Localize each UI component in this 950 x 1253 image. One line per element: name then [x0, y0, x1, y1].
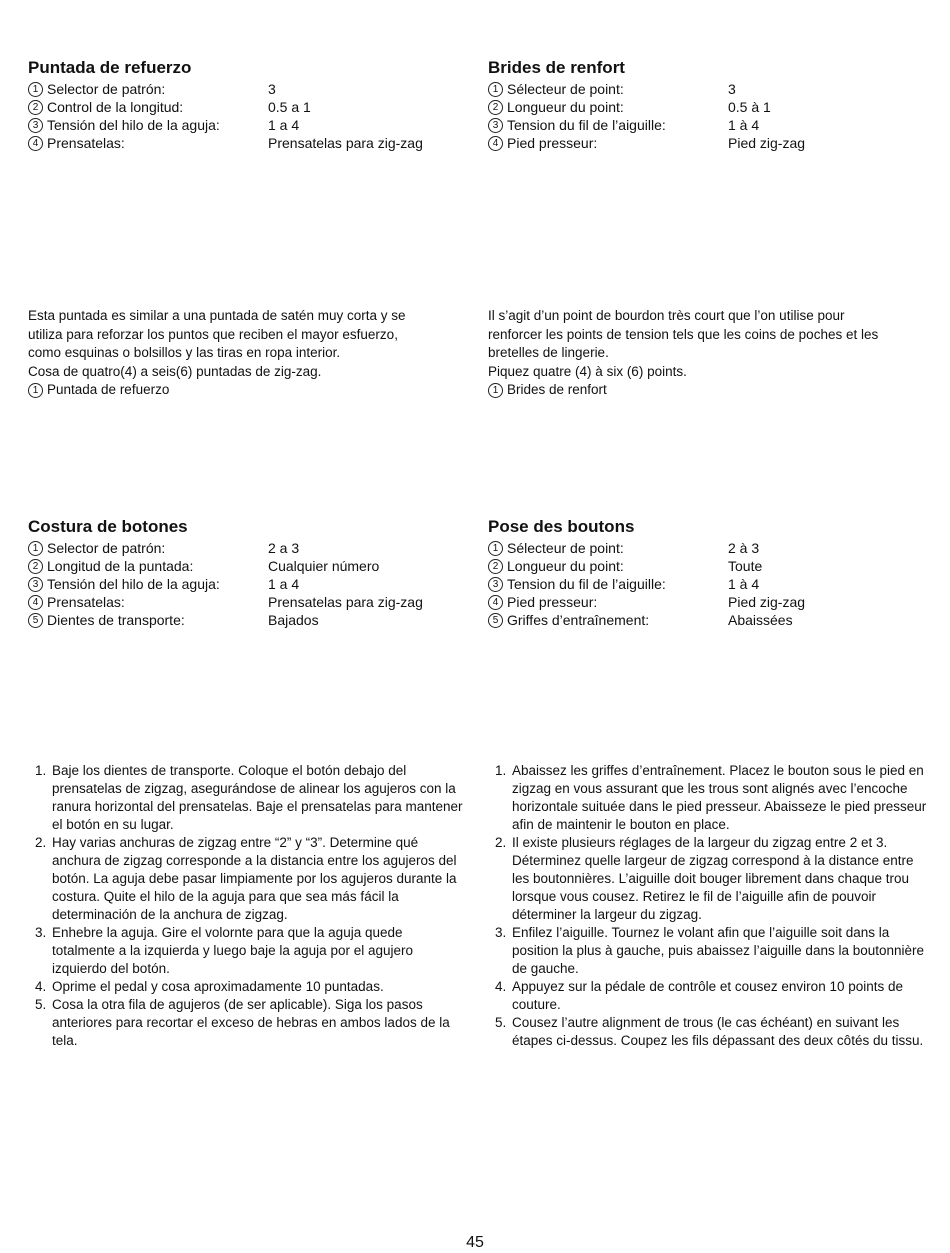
- spec-value: Toute: [728, 558, 763, 574]
- description-line: bretelles de lingerie.: [488, 345, 609, 360]
- spec-label: Longueur du point:: [507, 99, 624, 115]
- spec-value: Prensatelas para zig-zag: [268, 135, 423, 151]
- spec-row: [28, 134, 468, 152]
- spec-row: [28, 593, 468, 611]
- step-item: 2. Il existe plusieurs réglages de la largeur du zigzag entre 2 et 3. Déterminez quelle largeur de zigzag correspond à la distance entre les boutonnières. L’aiguille doit bouger librement dans chaque trou lorsque vous cousez. Retirez le fil de l’aiguille afin de pouvoir déterminer la largeur du zigzag.: [510, 834, 928, 924]
- circled-number: 3: [488, 577, 503, 592]
- bartack-title-fr: Brides de renfort: [488, 58, 625, 77]
- spec-label: Longueur du point:: [507, 558, 624, 574]
- spec-value: 1 à 4: [728, 576, 760, 592]
- spec-value: 2 à 3: [728, 540, 760, 556]
- bartack-description-fr: [488, 307, 933, 399]
- spec-row: [488, 539, 928, 557]
- circled-number: 1: [28, 82, 43, 97]
- circled-number: 3: [28, 577, 43, 592]
- step-item: 3. Enhebre la aguja. Gire el volornte para que la aguja quede totalmente a la izquierda y luego baje la aguja por el agujero izquierdo del botón.: [50, 924, 468, 978]
- spec-value: Abaissées: [728, 612, 793, 628]
- spec-row: [488, 134, 928, 152]
- circled-number: 1: [488, 82, 503, 97]
- spec-row: [28, 539, 468, 557]
- step-item: 1. Baje los dientes de transporte. Coloque el botón debajo del prensatelas de zigzag, asegurándose de alinear los agujeros con la ranura horizontal del prensatelas. Baje el prensatelas para mantener el botón en su lugar.: [50, 762, 468, 834]
- spec-value: Cualquier número: [268, 558, 380, 574]
- page-number: 45: [466, 1234, 484, 1251]
- spec-label: Selector de patrón:: [47, 81, 166, 97]
- description-line: como esquinas o bolsillos y las tiras en ropa interior.: [28, 345, 341, 360]
- spec-label: Tensión del hilo de la aguja:: [47, 576, 220, 592]
- steps-list: [488, 762, 928, 1050]
- spec-label: Dientes de transporte:: [47, 612, 185, 628]
- step-item: 5. Cosa la otra fila de agujeros (de ser aplicable). Siga los pasos anteriores para recortar el exceso de hebras en ambos lados de la tela.: [50, 996, 468, 1050]
- steps-list: [28, 762, 468, 1050]
- button-title-fr: Pose des boutons: [488, 517, 635, 536]
- spec-label: Griffes d’entraînement:: [507, 612, 650, 628]
- circled-number: 2: [488, 559, 503, 574]
- spec-row: [28, 611, 468, 629]
- description-line: Cosa de quatro(4) a seis(6) puntadas de zig-zag.: [28, 363, 322, 379]
- spec-value: Pied zig-zag: [728, 594, 806, 610]
- spec-label: Control de la longitud:: [47, 99, 184, 115]
- circled-number: 3: [28, 118, 43, 133]
- spec-value: 0.5 à 1: [728, 99, 771, 115]
- circled-number: 1: [488, 383, 503, 398]
- step-item: 3. Enfilez l’aiguille. Tournez le volant afin que l’aiguille soit dans la position la plus à gauche, puis abaissez l’aiguille dans la boutonnière de gauche.: [510, 924, 928, 978]
- spec-row: [28, 98, 468, 116]
- circled-number: 1: [28, 383, 43, 398]
- spec-value: Bajados: [268, 612, 319, 628]
- spec-value: 3: [728, 81, 736, 97]
- spec-label: Pied presseur:: [507, 135, 598, 151]
- circled-number: 3: [488, 118, 503, 133]
- bartack-description-es: [28, 307, 468, 399]
- spec-row: [28, 116, 468, 134]
- circled-number: 2: [28, 559, 43, 574]
- spec-row: [28, 575, 468, 593]
- circled-number: 1: [488, 541, 503, 556]
- figure-reference-label: Puntada de refuerzo: [47, 382, 170, 397]
- figure-reference: [488, 381, 933, 399]
- spec-value: 1 a 4: [268, 576, 300, 592]
- spec-label: Pied presseur:: [507, 594, 598, 610]
- button-steps-es: [28, 762, 468, 1050]
- spec-value: 1 à 4: [728, 117, 760, 133]
- figure-reference: [28, 381, 468, 399]
- spec-row: [28, 80, 468, 98]
- circled-number: 4: [28, 136, 43, 151]
- step-item: 2. Hay varias anchuras de zigzag entre “2” y “3”. Determine qué anchura de zigzag corresponde a la distancia entre los agujeros del botón. La aguja debe pasar limpiamente por los agujeros durante la costura. Quite el hilo de la aguja para que sea más fácil la determinación de la anchura de zigzag.: [50, 834, 468, 924]
- circled-number: 2: [28, 100, 43, 115]
- circled-number: 4: [488, 136, 503, 151]
- circled-number: 5: [28, 613, 43, 628]
- step-item: 4. Oprime el pedal y cosa aproximadamente 10 puntadas.: [50, 978, 468, 996]
- spec-label: Sélecteur de point:: [507, 81, 624, 97]
- spec-row: [28, 557, 468, 575]
- step-item: 4. Appuyez sur la pédale de contrôle et cousez environ 10 points de couture.: [510, 978, 928, 1014]
- description-line: utiliza para reforzar los puntos que reciben el mayor esfuerzo,: [28, 326, 398, 342]
- spec-value: Pied zig-zag: [728, 135, 806, 151]
- button-specs-fr: [488, 517, 928, 629]
- description-line: renforcer les points de tension tels que les coins de poches et les: [488, 326, 879, 342]
- spec-row: [488, 557, 928, 575]
- spec-value: 0.5 a 1: [268, 99, 311, 115]
- spec-row: [488, 575, 928, 593]
- button-steps-fr: [488, 762, 928, 1050]
- circled-number: 4: [488, 595, 503, 610]
- description-line: Esta puntada es similar a una puntada de satén muy corta y se: [28, 308, 406, 323]
- spec-label: Tension du fil de l’aiguille:: [507, 117, 666, 133]
- spec-row: [488, 593, 928, 611]
- bartack-specs-fr: [488, 58, 928, 152]
- button-title-es: Costura de botones: [28, 517, 188, 536]
- spec-label: Prensatelas:: [47, 594, 125, 610]
- spec-row: [488, 80, 928, 98]
- figure-reference-label: Brides de renfort: [507, 382, 607, 397]
- step-item: 5. Cousez l’autre alignment de trous (le cas échéant) en suivant les étapes ci-dessus. Coupez les fils dépassant des deux côtés du tissu.: [510, 1014, 928, 1050]
- spec-label: Tensión del hilo de la aguja:: [47, 117, 220, 133]
- circled-number: 5: [488, 613, 503, 628]
- spec-value: 3: [268, 81, 276, 97]
- spec-row: [488, 116, 928, 134]
- spec-row: [488, 611, 928, 629]
- bartack-title-es: Puntada de refuerzo: [28, 58, 192, 77]
- spec-label: Longitud de la puntada:: [47, 558, 194, 574]
- step-item: 1. Abaissez les griffes d’entraînement. Placez le bouton sous le pied en zigzag en vous assurant que les trous sont alignés avec l’encoche horizontale suituée dans le pied presseur. Abaisseze le pied presseur afin de maintenir le bouton en place.: [510, 762, 928, 834]
- bartack-specs-es: [28, 58, 468, 152]
- spec-value: 2 a 3: [268, 540, 300, 556]
- spec-label: Sélecteur de point:: [507, 540, 624, 556]
- circled-number: 2: [488, 100, 503, 115]
- circled-number: 4: [28, 595, 43, 610]
- description-line: Il s’agit d’un point de bourdon très court que l’on utilise pour: [488, 308, 845, 323]
- circled-number: 1: [28, 541, 43, 556]
- spec-row: [488, 98, 928, 116]
- spec-value: Prensatelas para zig-zag: [268, 594, 423, 610]
- description-line: Piquez quatre (4) à six (6) points.: [488, 363, 687, 379]
- spec-label: Selector de patrón:: [47, 540, 166, 556]
- spec-label: Prensatelas:: [47, 135, 125, 151]
- spec-label: Tension du fil de l’aiguille:: [507, 576, 666, 592]
- spec-value: 1 a 4: [268, 117, 300, 133]
- button-specs-es: [28, 517, 468, 629]
